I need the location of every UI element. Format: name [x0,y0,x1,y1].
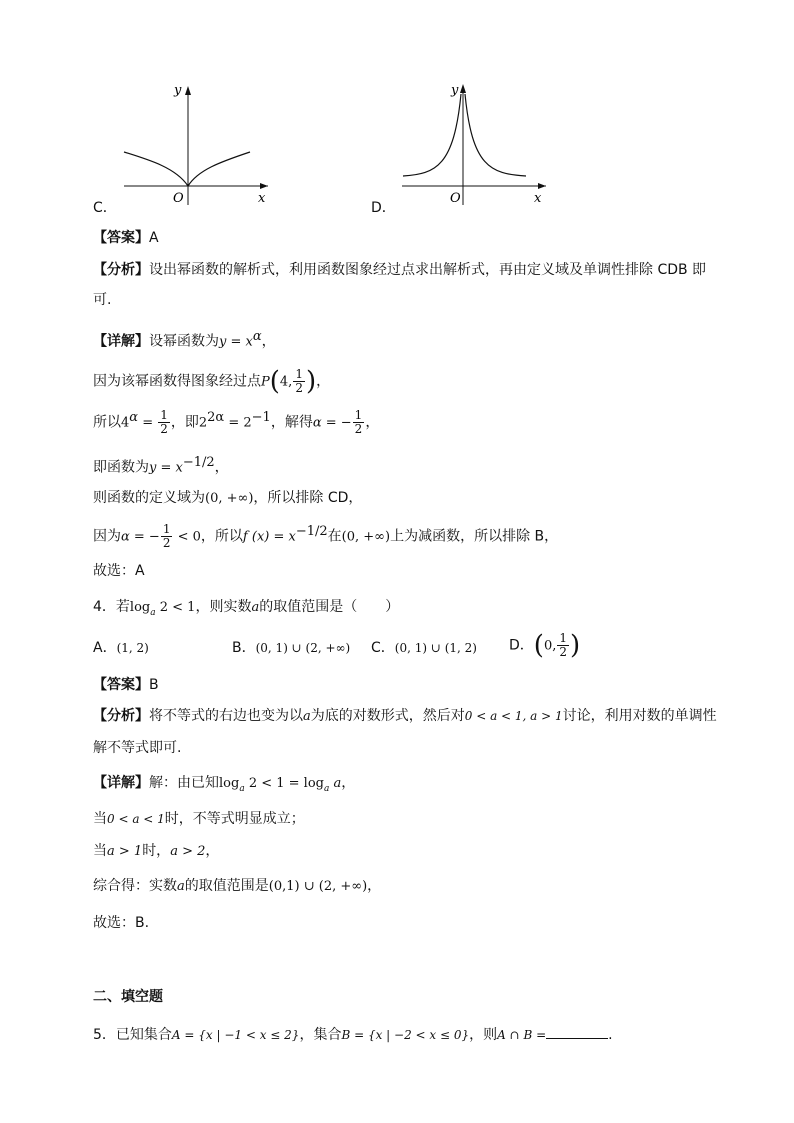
text: 解不等式即可. [93,740,182,756]
q4-detail-4 [93,876,381,897]
choose-text: 故选：A [93,563,145,579]
y-label: y [451,83,459,98]
math-sup: −1/2 [182,455,215,470]
punct: ， [261,333,276,350]
text: ，所以 [200,528,243,545]
text: 的取值范围是 [184,878,269,894]
text: 时，不等式明显成立； [164,811,305,827]
y-arrow-icon [185,86,191,95]
option-value: (1, 2) [116,641,149,655]
option-label: B． [232,640,256,656]
math: (0, +∞) [205,491,254,506]
q5-stem [93,1024,613,1045]
fraction: $\frac{1}{2}$ [295,367,303,395]
text: 的取值范围是（ ） [259,599,400,615]
math: B = {x | −2 < x ≤ 0} [341,1028,470,1042]
analysis-tag: 【分析】 [93,262,149,278]
text: 4．若 [93,599,130,615]
text: ， [214,459,229,476]
q4-option-c [371,638,477,658]
math: log [129,600,151,615]
math: a [329,776,342,791]
math: a > 2 [170,844,206,859]
answer-tag: 【答案】 [93,230,149,246]
text: 综合得：实数 [93,878,177,894]
math: < 0 [173,529,201,545]
math: (0, +∞) [341,529,391,545]
fraction: $\frac{1}{2}$ [162,522,171,551]
detail-text: 因为该幂函数得图象经过点 [93,373,261,390]
q4-analysis [93,706,717,727]
y-arrow-icon [460,84,466,93]
q4-choose [93,913,149,933]
text: ， [205,843,220,859]
text: ， [341,775,356,791]
text: 将不等式的右边也变为以 [149,708,303,724]
q3-choose [93,561,145,581]
curve-d-left [403,94,461,176]
x-arrow-icon [260,183,268,189]
math: 2 < 1 = log [244,776,324,791]
q3-detail-3 [93,408,379,436]
math: α = − [121,529,160,545]
text: 解：由已知 [149,775,219,791]
math-sup: −1 [251,410,271,425]
math: = [138,415,158,431]
q3-detail-5 [93,488,362,509]
q4-detail-2 [93,809,305,829]
q3-answer [93,228,159,248]
q3-analysis-cont [93,290,111,310]
analysis-tag: 【分析】 [93,708,149,724]
math-sup: α [129,410,139,425]
text: ，所以排除 CD， [253,490,363,506]
x-arrow-icon [538,183,546,189]
text: 时， [142,843,171,859]
q3-detail-2: 因为该幂函数得图象经过点P(4, $\frac{1}{2}$ )， [93,366,331,397]
punct: ， [316,373,331,390]
math: a [251,600,260,615]
text: 当 [93,843,107,859]
text: 在 [327,528,342,545]
answer-value: B [149,677,159,693]
origin-label: O [450,191,461,206]
graph-c-svg [88,80,278,210]
text: ， [367,878,382,894]
math-sub: a [150,607,156,618]
math: 0 < a < 1, a > 1 [464,709,563,723]
text: 即函数为 [93,459,149,476]
math: f (x) = x [242,529,296,545]
x-label: x [258,191,266,206]
fraction: $\frac{1}{2}$ [160,408,168,437]
detail-tag: 【详解】 [93,775,149,791]
point-label: P [261,374,270,390]
math: 4 [121,415,130,431]
math-sub: a [239,783,245,794]
text: ，则 [469,1027,498,1043]
math: y = x [219,334,253,350]
text: 当 [93,811,107,827]
math: A = {x | −1 < x ≤ 2} [171,1028,300,1042]
curve-c [124,152,250,186]
option-label: C． [371,640,395,656]
fraction: $\frac{1}{2}$ [354,408,363,437]
q3-detail-1 [93,327,276,353]
answer-blank[interactable] [546,1024,608,1039]
text: ，则实数 [195,599,252,615]
math: 0, [543,638,557,654]
math: a [303,709,311,724]
answer-tag: 【答案】 [93,677,149,693]
math-sup: α [252,329,262,344]
text: 为底的对数形式，然后对 [310,708,465,724]
graph-d [366,80,556,216]
y-label: y [174,83,182,98]
graph-d-svg [366,80,556,210]
math-sub: a [323,783,330,794]
math-sup: 2α [207,410,225,425]
math: log [219,776,240,791]
text: ， [365,414,380,431]
math: 2 [198,415,208,431]
text: ，解得 [270,414,313,431]
math: 0 < a < 1 [107,812,165,826]
analysis-text-cont: 可. [93,292,112,308]
section-title-text: 二、填空题 [93,989,163,1005]
text: . [608,1027,613,1043]
option-value: (0, 1) ∪ (1, 2) [394,641,477,655]
x-label: x [534,191,542,206]
text: 则函数的定义域为 [93,490,205,506]
text: ，集合 [299,1027,342,1043]
math: A ∩ B = [497,1028,547,1042]
detail-text: 设幂函数为 [149,333,219,350]
math: α = − [312,415,352,431]
text: 因为 [93,528,121,545]
q4-option-a [93,638,149,658]
q4-stem [93,597,399,623]
q3-detail-6 [93,522,558,550]
detail-tag: 【详解】 [93,333,149,350]
q4-detail-3 [93,841,219,862]
text: 上为减函数，所以排除 B， [390,528,559,545]
math: a > 1 [107,844,143,859]
math: y = x [149,460,183,476]
math: (0,1) ∪ (2, +∞) [268,879,368,894]
graph-c [88,80,278,216]
q3-detail-4 [93,453,229,479]
option-label: A． [93,640,117,656]
curve-d-right [465,94,526,176]
option-label: D． [509,637,534,654]
analysis-text: 设出幂函数的解析式，利用函数图象经过点求出解析式，再由定义域及单调性排除 CDB 即 [149,262,707,278]
option-label-c: C． [93,200,117,216]
section-title [93,987,163,1007]
text: ，即 [170,414,199,431]
math: 2 < 1 [155,600,196,615]
q4-option-d: D．(0, $\frac{1}{2}$ ) [509,630,581,661]
q4-detail-1 [93,773,355,799]
origin-label: O [173,191,184,206]
math: 4, [279,374,293,390]
fraction: $\frac{1}{2}$ [559,631,567,659]
text: 所以 [93,414,121,431]
text: 讨论，利用对数的单调性 [562,708,717,724]
math: a [177,879,185,894]
text: 5．已知集合 [93,1027,172,1043]
answer-value: A [149,230,159,246]
q4-answer [93,675,159,695]
q4-option-b [232,638,350,658]
q4-analysis-cont [93,738,181,758]
math-sup: −1/2 [295,524,328,539]
q3-analysis [93,260,706,280]
math: = 2 [224,415,252,431]
option-value: (0, 1) ∪ (2, +∞) [255,641,351,655]
option-label-d: D． [371,200,396,216]
choose-text: 故选：B. [93,915,150,931]
